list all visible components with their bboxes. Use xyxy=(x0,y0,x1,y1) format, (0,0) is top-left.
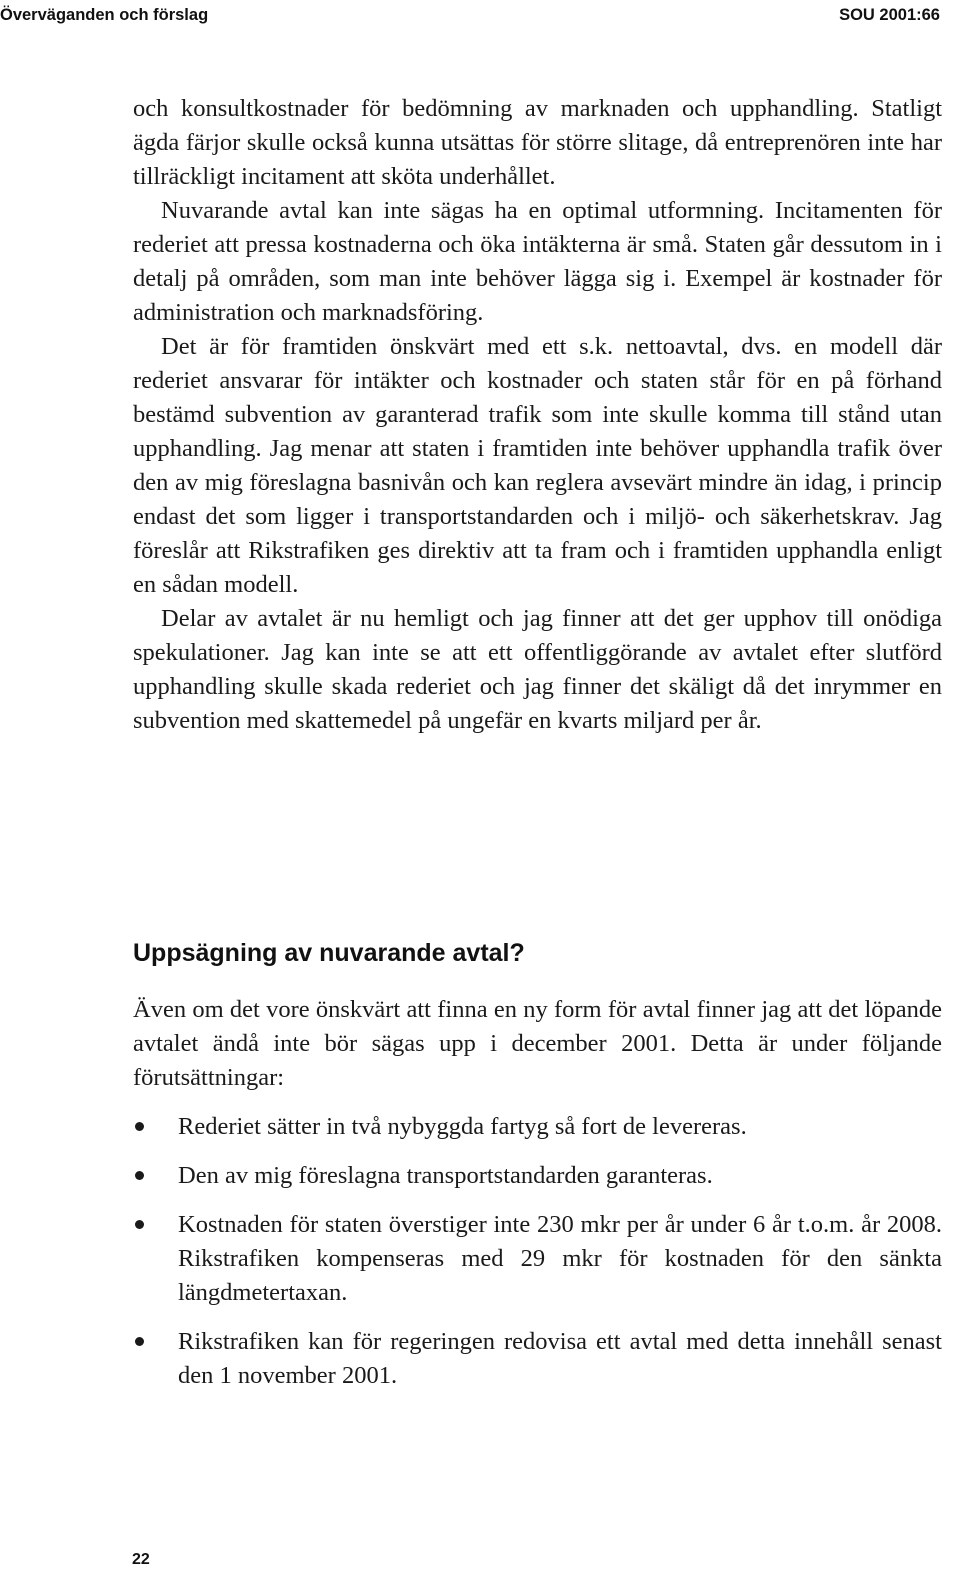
bullet-icon xyxy=(135,1171,144,1180)
bullet-icon xyxy=(135,1337,144,1346)
section-title: Överväganden och förslag xyxy=(0,6,209,24)
bullet-list xyxy=(133,1110,942,1408)
list-item-text: Kostnaden för staten överstiger inte 230 mkr per år under 6 år t.o.m. år 2008. Rikstrafiken kompenseras med 29 mkr för kostnaden för den sänkta längdmetertaxan. xyxy=(178,1211,942,1306)
paragraph: och konsultkostnader för bedömning av marknaden och upphandling. Statligt ägda färjor skulle också kunna utsättas för större slitage, då entreprenören inte har tillräckligt incitament att sköta underhållet. xyxy=(133,95,942,190)
running-header xyxy=(0,6,940,25)
paragraph: Det är för framtiden önskvärt med ett s.k. nettoavtal, dvs. en modell där rederiet ansvarar för intäkter och kostnader och staten står för en på förhand bestämd subvention av garanterad trafik som inte skulle komma till stånd utan upphandling. Jag menar att staten i framtiden inte behöver upphandla trafik över den av mig föreslagna basnivån och kan reglera avsevärt mindre än idag, i princip endast det som ligger i transportstandarden och i miljö- och säkerhetskrav. Jag föreslår att Rikstrafiken ges direktiv att ta fram och i framtiden upphandla enligt en sådan modell. xyxy=(133,333,942,598)
page-number: 22 xyxy=(132,1551,150,1568)
paragraph: Delar av avtalet är nu hemligt och jag finner att det ger upphov till onödiga spekulationer. Jag kan inte se att ett offentliggörande av avtalet efter slutförd upphandling skulle skada rederiet och jag finner det skäligt då det inrymmer en subvention med skattemedel på ungefär en kvarts miljard per år. xyxy=(133,605,942,734)
report-id: SOU 2001:66 xyxy=(839,6,940,24)
body-text-top xyxy=(133,92,942,738)
list-item xyxy=(133,1110,942,1144)
list-item xyxy=(133,1325,942,1393)
section-heading: Uppsägning av nuvarande avtal? xyxy=(133,939,525,967)
bullet-icon xyxy=(135,1220,144,1229)
paragraph: Nuvarande avtal kan inte sägas ha en optimal utformning. Incitamenten för rederiet att pressa kostnaderna och öka intäkterna är små. Staten går dessutom in i detalj på områden, som man inte behöver lägga sig i. Exempel är kostnader för administration och marknadsföring. xyxy=(133,197,942,326)
list-item-text: Den av mig föreslagna transportstandarden garanteras. xyxy=(178,1162,713,1189)
list-item-text: Rikstrafiken kan för regeringen redovisa ett avtal med detta innehåll senast den 1 november 2001. xyxy=(178,1328,942,1389)
paragraph: Även om det vore önskvärt att finna en ny form för avtal finner jag att det löpande avtalet ändå inte bör sägas upp i december 2001. Detta är under följande förutsättningar: xyxy=(133,996,942,1091)
list-item xyxy=(133,1159,942,1193)
list-item-text: Rederiet sätter in två nybyggda fartyg så fort de levereras. xyxy=(178,1113,747,1140)
list-item xyxy=(133,1208,942,1310)
bullet-icon xyxy=(135,1122,144,1131)
section-intro xyxy=(133,993,942,1095)
